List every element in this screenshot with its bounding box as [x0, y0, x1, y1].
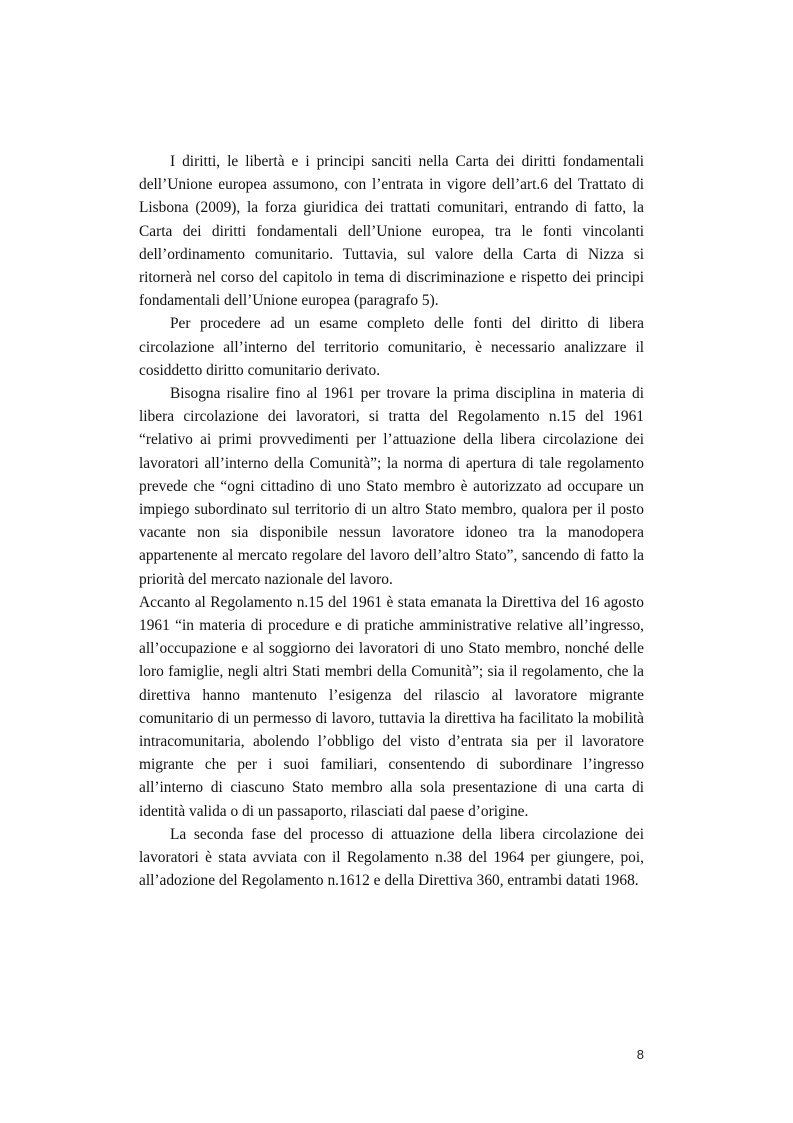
paragraph: Bisogna risalire fino al 1961 per trovare la prima disciplina in materia di libera circolazione dei lavoratori, si tratta del Regolamento n.15 del 1961 “relativo ai primi provvedimenti per l’attuazione della libera circolazione dei lavoratori all’interno della Comunità”; la norma di apertura di tale regolamento prevede che “ogni cittadino di uno Stato membro è autorizzato ad occupare un impiego subordinato sul territorio di un altro Stato membro, qualora per il posto vacante non sia disponibile nessun lavoratore idoneo tra la manodopera appartenente al mercato regolare del lavoro dell’altro Stato”, sancendo di fatto la priorità del mercato nazionale del lavoro. [139, 385, 644, 588]
paragraph: La seconda fase del processo di attuazione della libera circolazione dei lavoratori è stata avviata con il Regolamento n.38 del 1964 per giungere, poi, all’adozione del Regolamento n.1612 e della Direttiva 360, entrambi datati 1968. [139, 825, 644, 890]
document-body [139, 150, 644, 893]
paragraph: I diritti, le libertà e i principi sanciti nella Carta dei diritti fondamentali dell’Unione europea assumono, con l’entrata in vigore dell’art.6 del Trattato di Lisbona (2009), la forza giuridica dei trattati comunitari, entrando di fatto, la Carta dei diritti fondamentali dell’Unione europea, tra le fonti vincolanti dell’ordinamento comunitario. Tuttavia, sul valore della Carta di Nizza si ritornerà nel corso del capitolo in tema di discriminazione e rispetto dei principi fondamentali dell’Unione europea (paragrafo 5). [139, 153, 644, 310]
paragraph: Accanto al Regolamento n.15 del 1961 è stata emanata la Direttiva del 16 agosto 1961 “in materia di procedure e di pratiche amministrative relative all’ingresso, all’occupazione e al soggiorno dei lavoratori di uno Stato membro, nonché delle loro famiglie, negli altri Stati membri della Comunità”; sia il regolamento, che la direttiva hanno mantenuto l’esigenza del rilascio al lavoratore migrante comunitario di un permesso di lavoro, tuttavia la direttiva ha facilitato la mobilità intracomunitaria, abolendo l’obbligo del visto d’entrata sia per il lavoratore migrante che per i suoi familiari, consentendo di subordinare l’ingresso all’interno di ciascuno Stato membro alla sola presentazione di una carta di identità valida o di un passaporto, rilasciati dal paese d’origine. [139, 593, 644, 820]
page-number: 8 [636, 1047, 644, 1062]
paragraph: Per procedere ad un esame completo delle fonti del diritto di libera circolazione all’interno del territorio comunitario, è necessario analizzare il cosiddetto diritto comunitario derivato. [139, 315, 644, 379]
